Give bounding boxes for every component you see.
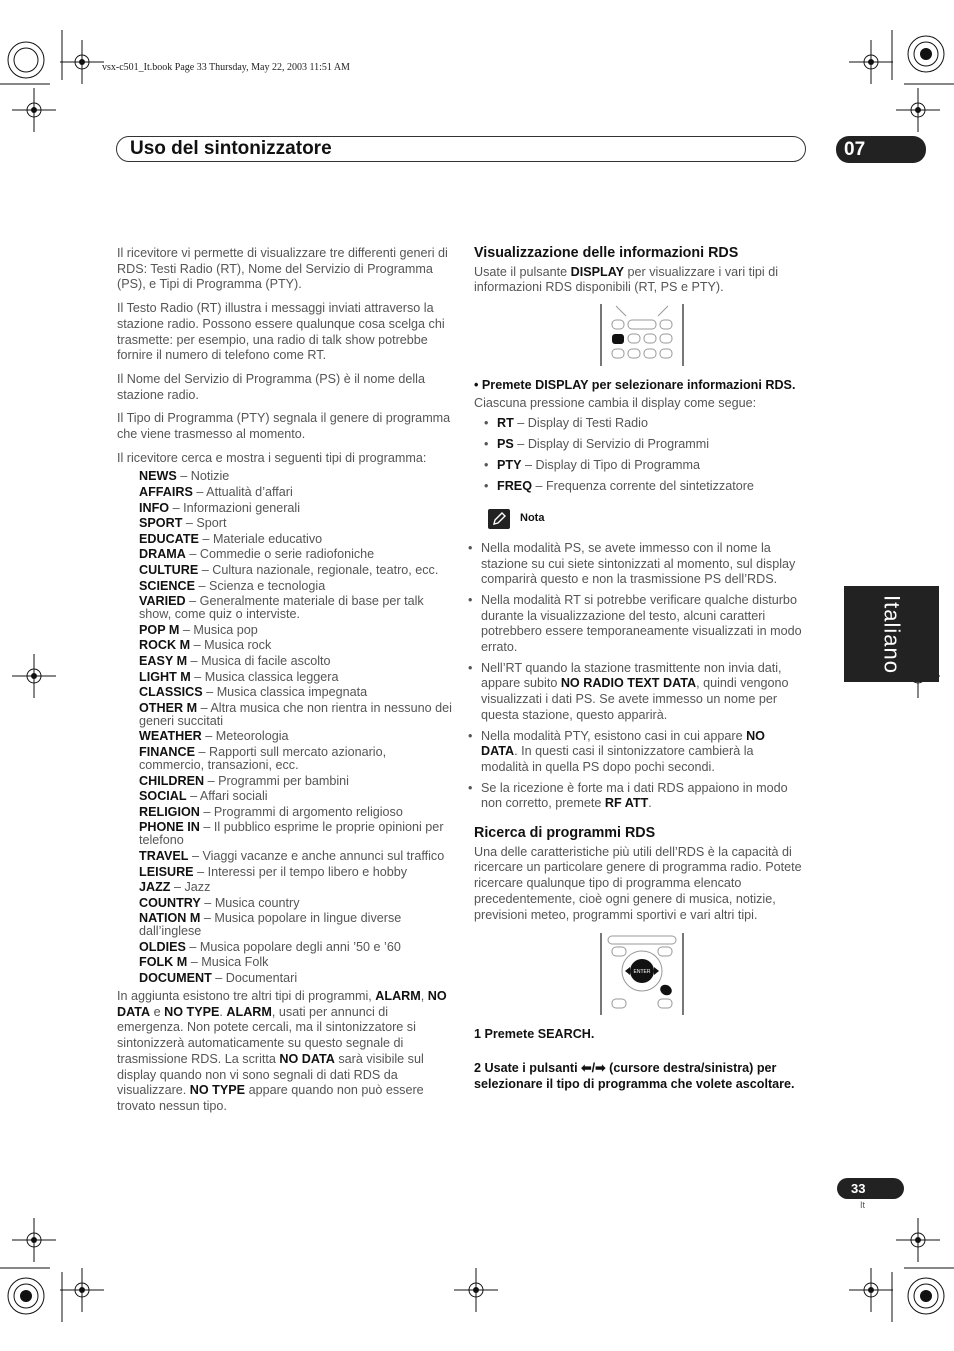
remote-cursor-icon bbox=[602, 933, 682, 1015]
pty-item: DOCUMENT – Documentari bbox=[139, 971, 298, 986]
pty-item: DRAMA – Commedie o serie radiofoniche bbox=[139, 547, 375, 562]
ps-paragraph: Il Nome del Servizio di Programma (PS) è il nome della stazione radio. bbox=[117, 371, 425, 402]
remote-buttons-icon bbox=[602, 304, 682, 366]
pty-item: SPORT – Sport bbox=[139, 516, 227, 531]
extra-types-paragraph: In aggiunta esistono tre altri tipi di programmi, ALARM, NO DATA e NO TYPE. ALARM, usati per annunci di emergenza. Non potete cercali, ma il sintonizzatore si sintonizzerà automaticamente su questo segnale di trasmissione RDS. La scritta NO DATA sarà visibile sul display quando non vi sono segnali di dati RDS da visualizzare. NO TYPE appare quando non può essere trovato nessun tipo. bbox=[117, 989, 447, 1113]
pty-item: PHONE IN – Il pubblico esprime le proprie opinioni per telefono bbox=[139, 820, 444, 848]
note-item: • Nella modalità PTY, esistono casi in cui appare NO DATA. In questi casi il sintonizzatore cambierà la modalità in quella PS dopo pochi secondi. bbox=[458, 729, 804, 776]
pty-item: TRAVEL – Viaggi vacanze e anche annunci sul traffico bbox=[139, 848, 445, 863]
note-item: • Nella modalità PS, se avete immesso con il nome la stazione su cui siete sintonizzati al momento, sul display comparirà questo e non la trasmissione PS dell’RDS. bbox=[458, 541, 804, 588]
remote-search-illustration bbox=[600, 933, 684, 1015]
pty-item: CULTURE – Cultura nazionale, regionale, teatro, ecc. bbox=[139, 563, 439, 577]
pty-item: EASY M – Musica di facile ascolto bbox=[139, 653, 331, 668]
print-file-info: vsx-c501_It.book Page 33 Thursday, May 22, 2003 11:51 AM bbox=[102, 62, 350, 73]
page-language-code: It bbox=[860, 1200, 866, 1210]
remote-display-illustration bbox=[600, 304, 684, 366]
pty-item: LIGHT M – Musica classica leggera bbox=[139, 669, 339, 684]
pty-item: POP M – Musica pop bbox=[139, 622, 258, 637]
pty-item: JAZZ – Jazz bbox=[139, 880, 211, 895]
pty-item: ROCK M – Musica rock bbox=[139, 638, 272, 653]
pty-list bbox=[139, 470, 453, 985]
pty-item: CLASSICS – Musica classica impegnata bbox=[139, 685, 368, 700]
pty-item: OTHER M – Altra musica che non rientra in nessuno dei generi succitati bbox=[139, 700, 452, 728]
right-column bbox=[474, 246, 804, 1094]
pty-item: OLDIES – Musica popolare degli anni ’50 e ’60 bbox=[139, 939, 401, 954]
display-cycle-text: Ciascuna pressione cambia il display come segue: bbox=[474, 395, 757, 410]
display-mode-item: • RT – Display di Testi Radio bbox=[484, 416, 804, 432]
pty-item: NATION M – Musica popolare in lingue diverse dall’inglese bbox=[139, 911, 402, 939]
notes-list bbox=[458, 541, 804, 812]
pty-item: EDUCATE – Materiale educativo bbox=[139, 531, 323, 546]
pty-item: AFFAIRS – Attualità d’affari bbox=[139, 485, 293, 500]
pty-item: SOCIAL – Affari sociali bbox=[139, 789, 268, 804]
rds-search-intro: Una delle caratteristiche più utili dell’RDS è la capacità di ricercare un particolare genere di programma radio. Potete ricercare qualunque tipo di programma elencato precedentemente, cioè ogni genere di musica, notizie, previsioni meteo, programmi sportivi e vari altri tipi. bbox=[474, 844, 802, 922]
section-title: Uso del sintonizzatore bbox=[130, 138, 332, 159]
language-tab: Italiano bbox=[879, 594, 905, 674]
pty-item: VARIED – Generalmente materiale di base per talk show, come quiz o interviste. bbox=[139, 594, 424, 622]
rds-display-intro: Usate il pulsante DISPLAY per visualizzare i vari tipi di informazioni RDS disponibili (RT, PS e PTY). bbox=[474, 264, 779, 295]
pty-item: NEWS – Notizie bbox=[139, 469, 230, 484]
pty-item: LEISURE – Interessi per il tempo libero e hobby bbox=[139, 864, 408, 879]
rt-paragraph: Il Testo Radio (RT) illustra i messaggi inviati attraverso la stazione radio. Possono essere qualunque cosa scelga chi trasmette: per esempio, una radio di talk show potrebbe fornire il numero di telefono come RT. bbox=[117, 301, 445, 363]
pty-item: RELIGION – Programmi di argomento religioso bbox=[139, 804, 403, 819]
step-press-display: • Premete DISPLAY per selezionare informazioni RDS. bbox=[474, 378, 796, 393]
note-label: Nota bbox=[520, 511, 545, 524]
intro-paragraph: Il ricevitore vi permette di visualizzare tre differenti generi di RDS: Testi Radio (RT), Nome del Servizio di Programma (PS), e Tipi di Programma (PTY). bbox=[117, 246, 448, 292]
display-mode-item: • PTY – Display di Tipo di Programma bbox=[484, 458, 804, 474]
chapter-badge: 07 bbox=[836, 136, 926, 163]
note-item: • Nella modalità RT si potrebbe verificare qualche disturbo durante la visualizzazione del testo, alcuni caratteri potrebbero essere temporaneamente visualizzati in modo errato. bbox=[458, 593, 804, 656]
step-2: 2 Usate i pulsanti ⬅/➡ (cursore destra/sinistra) per selezionare il tipo di programma che volete ascoltare. bbox=[474, 1061, 795, 1091]
pty-list-intro: Il ricevitore cerca e mostra i seguenti tipi di programma: bbox=[117, 450, 427, 465]
display-mode-item: • FREQ – Frequenza corrente del sintetizzatore bbox=[484, 479, 804, 495]
display-modes-list bbox=[484, 416, 804, 495]
pty-item: COUNTRY – Musica country bbox=[139, 895, 300, 910]
note-item: • Se la ricezione è forte ma i dati RDS appaiono in modo non corretto, premete RF ATT. bbox=[458, 781, 804, 812]
note-header bbox=[488, 509, 804, 529]
rds-display-heading: Visualizzazione delle informazioni RDS bbox=[474, 245, 739, 261]
page-number: 33 bbox=[837, 1178, 904, 1199]
rds-search-heading: Ricerca di programmi RDS bbox=[474, 825, 656, 842]
pty-item: FOLK M – Musica Folk bbox=[139, 955, 269, 970]
pencil-icon bbox=[488, 509, 510, 529]
pty-item: SCIENCE – Scienza e tecnologia bbox=[139, 578, 326, 593]
note-item: • Nell’RT quando la stazione trasmittente non invia dati, appare subito NO RADIO TEXT DATA, quindi vengono visualizzati i dati PS. Se avete immesso un nome per questa stazione, questo apparirà. bbox=[458, 661, 804, 724]
step-1: 1 Premete SEARCH. bbox=[474, 1027, 595, 1042]
pty-paragraph: Il Tipo di Programma (PTY) segnala il genere di programma che viene trasmesso al momento. bbox=[117, 411, 451, 442]
left-column bbox=[117, 246, 453, 1123]
pty-item: INFO – Informazioni generali bbox=[139, 500, 300, 515]
pty-item: CHILDREN – Programmi per bambini bbox=[139, 773, 349, 788]
pty-item: FINANCE – Rapporti sull mercato azionario, commercio, transazioni, ecc. bbox=[139, 744, 387, 772]
pty-item: WEATHER – Meteorologia bbox=[139, 729, 289, 744]
display-mode-item: • PS – Display di Servizio di Programmi bbox=[484, 437, 804, 453]
enter-key-label: ENTER bbox=[633, 969, 651, 976]
